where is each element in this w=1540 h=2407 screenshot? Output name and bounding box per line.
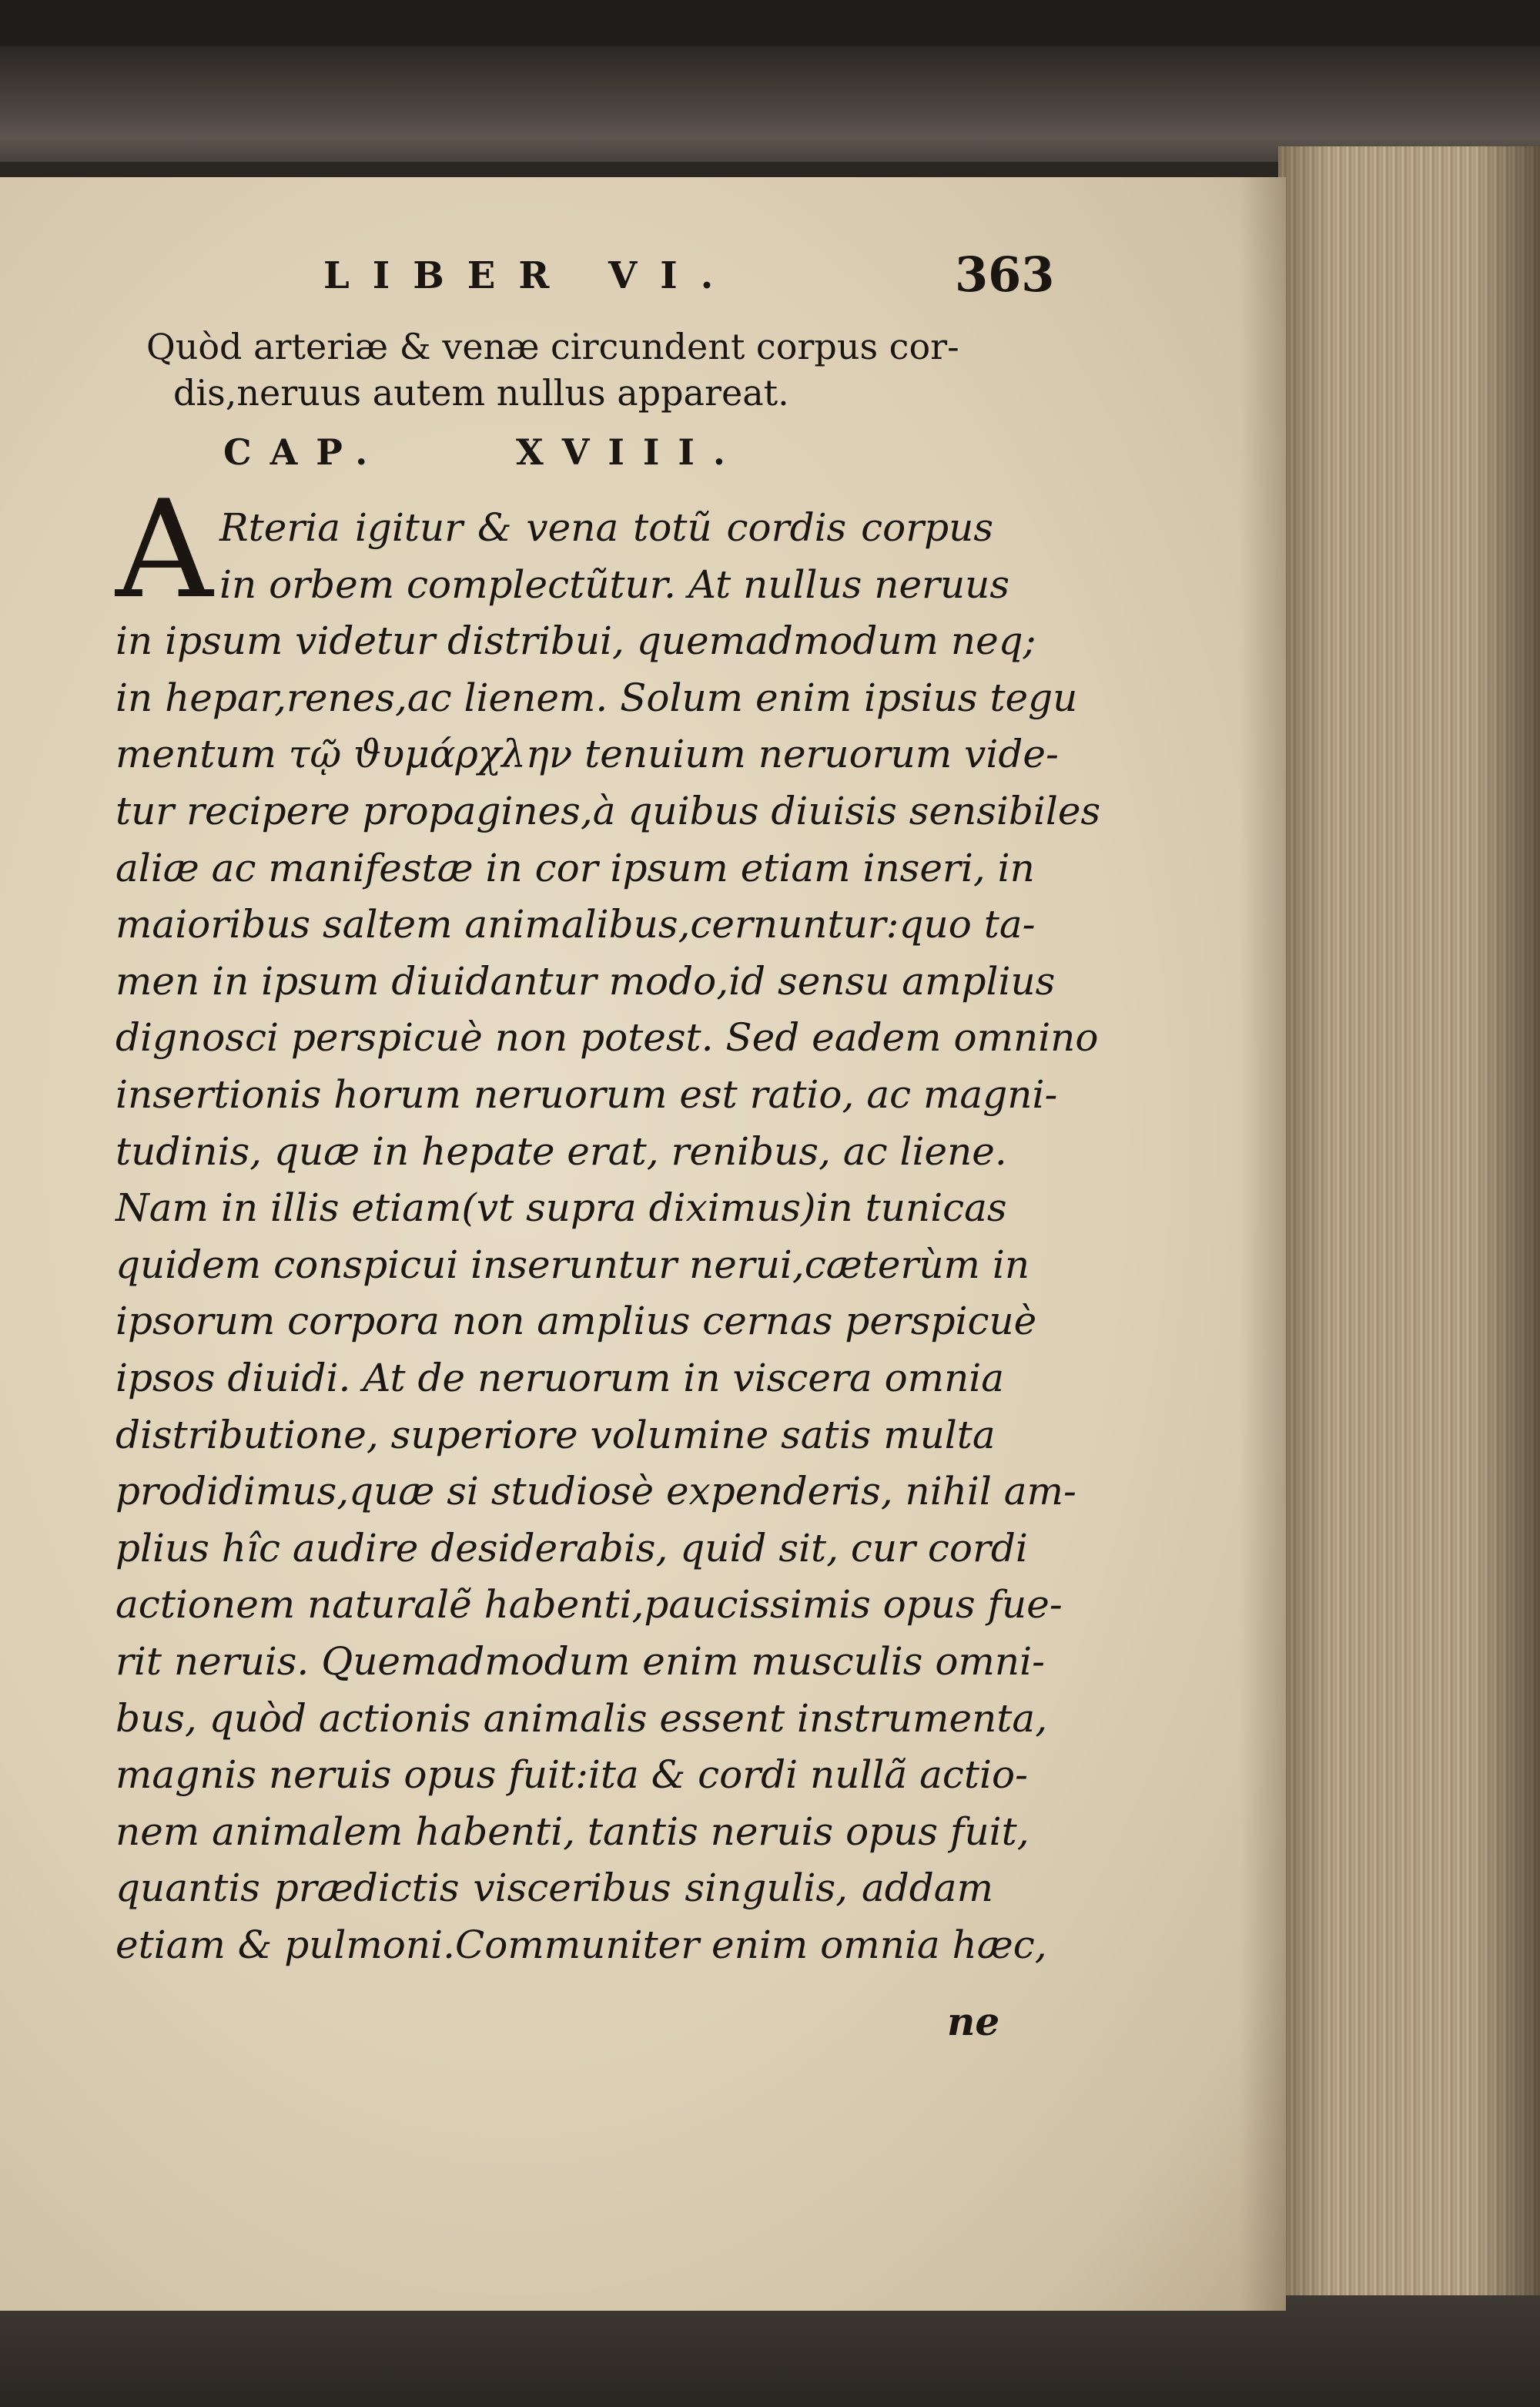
- text-line: ipsorum corpora non amplius cernas perspicuè: [116, 1299, 1037, 1343]
- text-line: plius hîc audire desiderabis, quid sit, cur cordi: [116, 1526, 1028, 1571]
- heading-line-2: dis,neruus autem nullus appareat.: [173, 372, 789, 414]
- chapter-number: XVIII.: [516, 431, 744, 473]
- text-line: magnis neruis opus fuit:ita & cordi nullã actio-: [116, 1752, 1028, 1797]
- chapter-heading: [146, 324, 978, 416]
- catchword: ne: [947, 1999, 1000, 2044]
- text-line: Nam in illis etiam(vt supra diximus)in tunicas: [116, 1185, 1007, 1230]
- text-line: distributione, superiore volumine satis multa: [116, 1413, 996, 1457]
- drop-cap: A: [116, 472, 213, 629]
- text-line: rit neruis. Quemadmodum enim musculis omni-: [116, 1639, 1045, 1684]
- text-line: insertionis horum neruorum est ratio, ac magni-: [116, 1072, 1058, 1117]
- text-line: in ipsum videtur distribui, quemadmodum neq;: [116, 619, 1036, 663]
- text-line: etiam & pulmoni.Communiter enim omnia hæc,: [116, 1923, 1047, 1967]
- text-line: quantis prædictis visceribus singulis, addam: [116, 1866, 993, 1910]
- text-line: dignosci perspicuè non potest. Sed eadem omnino: [116, 1015, 1099, 1060]
- page-number: 363: [955, 246, 1055, 303]
- chapter-label: CAP.: [223, 431, 387, 473]
- text-line: nem animalem habenti, tantis neruis opus fuit,: [116, 1809, 1029, 1854]
- text-line: ipsos diuidi. At de neruorum in viscera omnia: [116, 1356, 1005, 1400]
- text-line: maioribus saltem animalibus,cernuntur:quo ta-: [116, 902, 1036, 947]
- text-line: prodidimus,quæ si studiosè expenderis, nihil am-: [116, 1469, 1076, 1514]
- running-head: LIBER VI.: [323, 254, 737, 297]
- heading-line-1: Quòd arteriæ & venæ circundent corpus cor-: [146, 326, 959, 367]
- text-line: bus, quòd actionis animalis essent instrumenta,: [116, 1696, 1048, 1741]
- text-line: in orbem complectũtur. At nullus neruus: [219, 562, 1010, 607]
- text-line: quidem conspicui inseruntur nerui,cæterùm in: [116, 1242, 1030, 1287]
- text-line: mentum τῷ ϑυμάρχλην tenuium neruorum vide-: [116, 732, 1059, 776]
- text-line: tur recipere propagines,à quibus diuisis sensibiles: [116, 789, 1101, 833]
- text-line: men in ipsum diuidantur modo,id sensu amplius: [116, 959, 1056, 1004]
- text-line: actionem naturalẽ habenti,paucissimis opus fue-: [116, 1582, 1063, 1627]
- text-line: aliæ ac manifestæ in cor ipsum etiam inseri, in: [116, 846, 1035, 890]
- book-board-bottom: [0, 2295, 1540, 2407]
- text-line: tudinis, quæ in hepate erat, renibus, ac liene.: [116, 1129, 1007, 1174]
- text-line: Rteria igitur & vena totũ cordis corpus: [219, 505, 993, 550]
- page-fore-edge: [1278, 146, 1540, 2311]
- text-line: in hepar,renes,ac lienem. Solum enim ipsius tegu: [116, 676, 1078, 720]
